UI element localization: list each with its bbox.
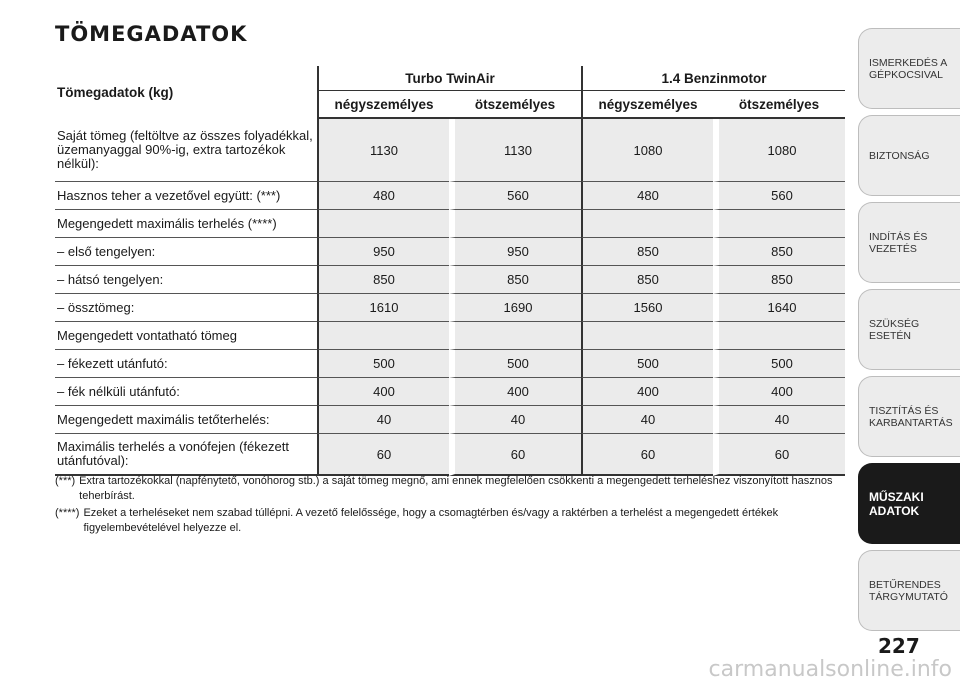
cell-value	[449, 322, 581, 350]
subheader: négyszemélyes	[317, 91, 449, 119]
cell-value: 500	[317, 350, 449, 378]
cell-value: 1560	[581, 294, 713, 322]
cell-value: 850	[449, 266, 581, 294]
row-label: – fék nélküli utánfutó:	[55, 378, 317, 406]
cell-value: 40	[449, 406, 581, 434]
cell-value: 60	[581, 434, 713, 476]
cell-value: 850	[317, 266, 449, 294]
chapter-tab[interactable]	[858, 376, 960, 457]
cell-value: 400	[713, 378, 845, 406]
chapter-tab-label: MŰSZAKI ADATOK	[869, 489, 924, 518]
cell-value: 40	[713, 406, 845, 434]
chapter-tab[interactable]	[858, 463, 960, 544]
cell-value: 1690	[449, 294, 581, 322]
cell-value	[449, 210, 581, 238]
table-row	[55, 322, 845, 350]
cell-value	[713, 210, 845, 238]
cell-value	[581, 322, 713, 350]
cell-value: 1130	[317, 119, 449, 182]
cell-value: 40	[581, 406, 713, 434]
row-label: – össztömeg:	[55, 294, 317, 322]
cell-value: 1080	[581, 119, 713, 182]
footnote	[55, 506, 835, 536]
table-row	[55, 238, 845, 266]
table-row	[55, 294, 845, 322]
cell-value: 60	[713, 434, 845, 476]
chapter-tab-label: BIZTONSÁG	[869, 149, 930, 162]
footnote-mark: (***)	[55, 475, 76, 487]
group-header-benzin: 1.4 Benzinmotor	[581, 66, 845, 91]
table-row	[55, 182, 845, 210]
cell-value: 850	[581, 238, 713, 266]
cell-value: 850	[581, 266, 713, 294]
table-row	[55, 350, 845, 378]
cell-value: 480	[581, 182, 713, 210]
footnote-mark: (****)	[55, 507, 80, 519]
chapter-tab[interactable]	[858, 115, 960, 196]
row-label: Saját tömeg (feltöltve az összes folyadékkal, üzemanyaggal 90%-ig, extra tartozékok nélkül):	[55, 119, 317, 182]
table-row	[55, 266, 845, 294]
cell-value: 60	[317, 434, 449, 476]
footnotes	[55, 474, 835, 538]
cell-value: 500	[581, 350, 713, 378]
cell-value: 560	[713, 182, 845, 210]
cell-value: 400	[449, 378, 581, 406]
footnote-text: Ezeket a terheléseket nem szabad túllépni. A vezető felelőssége, hogy a csomagtérben és/vagy a raktérben a terhelést a megengedett értékek figyelembevételével helyezze el.	[83, 507, 779, 534]
subheader: ötszemélyes	[449, 91, 581, 119]
cell-value: 950	[449, 238, 581, 266]
cell-value: 480	[317, 182, 449, 210]
cell-value: 1130	[449, 119, 581, 182]
table-row	[55, 119, 845, 182]
table-row	[55, 434, 845, 476]
cell-value: 1640	[713, 294, 845, 322]
cell-value: 560	[449, 182, 581, 210]
row-label: – fékezett utánfutó:	[55, 350, 317, 378]
cell-value	[317, 210, 449, 238]
footnote	[55, 474, 835, 504]
watermark: carmanualsonline.info	[708, 657, 952, 682]
subheader: ötszemélyes	[713, 91, 845, 119]
chapter-tab-label: ISMERKEDÉS A GÉPKOCSIVAL	[869, 56, 948, 81]
table-row	[55, 406, 845, 434]
table-row	[55, 378, 845, 406]
cell-value: 500	[713, 350, 845, 378]
subheader: négyszemélyes	[581, 91, 713, 119]
table-row	[55, 210, 845, 238]
chapter-tab[interactable]	[858, 289, 960, 370]
cell-value: 40	[317, 406, 449, 434]
weight-table	[55, 66, 845, 476]
cell-value: 850	[713, 238, 845, 266]
cell-value: 1080	[713, 119, 845, 182]
row-label: Megengedett maximális tetőterhelés:	[55, 406, 317, 434]
page-title: TÖMEGADATOK	[55, 22, 248, 46]
cell-value: 950	[317, 238, 449, 266]
page-number: 227	[878, 634, 920, 658]
group-header-twinair: Turbo TwinAir	[317, 66, 581, 91]
chapter-tab[interactable]	[858, 28, 960, 109]
cell-value	[581, 210, 713, 238]
table-label-header: Tömegadatok (kg)	[57, 84, 174, 100]
cell-value: 850	[713, 266, 845, 294]
row-label: Megengedett maximális terhelés (****)	[55, 210, 317, 238]
chapter-tab[interactable]	[858, 202, 960, 283]
row-label: Maximális terhelés a vonófejen (fékezett utánfutóval):	[55, 434, 317, 476]
footnote-text: Extra tartozékokkal (napfénytető, vonóhorog stb.) a saját tömeg megnő, ami ennek megfelelően csökkenti a megengedett terheléshez viszonyított hasznos teherbírást.	[79, 475, 833, 502]
cell-value: 1610	[317, 294, 449, 322]
cell-value: 400	[581, 378, 713, 406]
cell-value: 400	[317, 378, 449, 406]
row-label: Hasznos teher a vezetővel együtt: (***)	[55, 182, 317, 210]
cell-value: 500	[449, 350, 581, 378]
cell-value: 60	[449, 434, 581, 476]
chapter-tab[interactable]	[858, 550, 960, 631]
chapter-tab-label: BETŰRENDES TÁRGYMUTATÓ	[869, 578, 948, 603]
row-label: Megengedett vontatható tömeg	[55, 322, 317, 350]
chapter-tab-label: SZÜKSÉG ESETÉN	[869, 317, 920, 342]
cell-value	[317, 322, 449, 350]
chapter-tab-label: TISZTÍTÁS ÉS KARBANTARTÁS	[869, 404, 953, 429]
cell-value	[713, 322, 845, 350]
chapter-tab-label: INDÍTÁS ÉS VEZETÉS	[869, 230, 928, 255]
row-label: – hátsó tengelyen:	[55, 266, 317, 294]
row-label: – első tengelyen:	[55, 238, 317, 266]
